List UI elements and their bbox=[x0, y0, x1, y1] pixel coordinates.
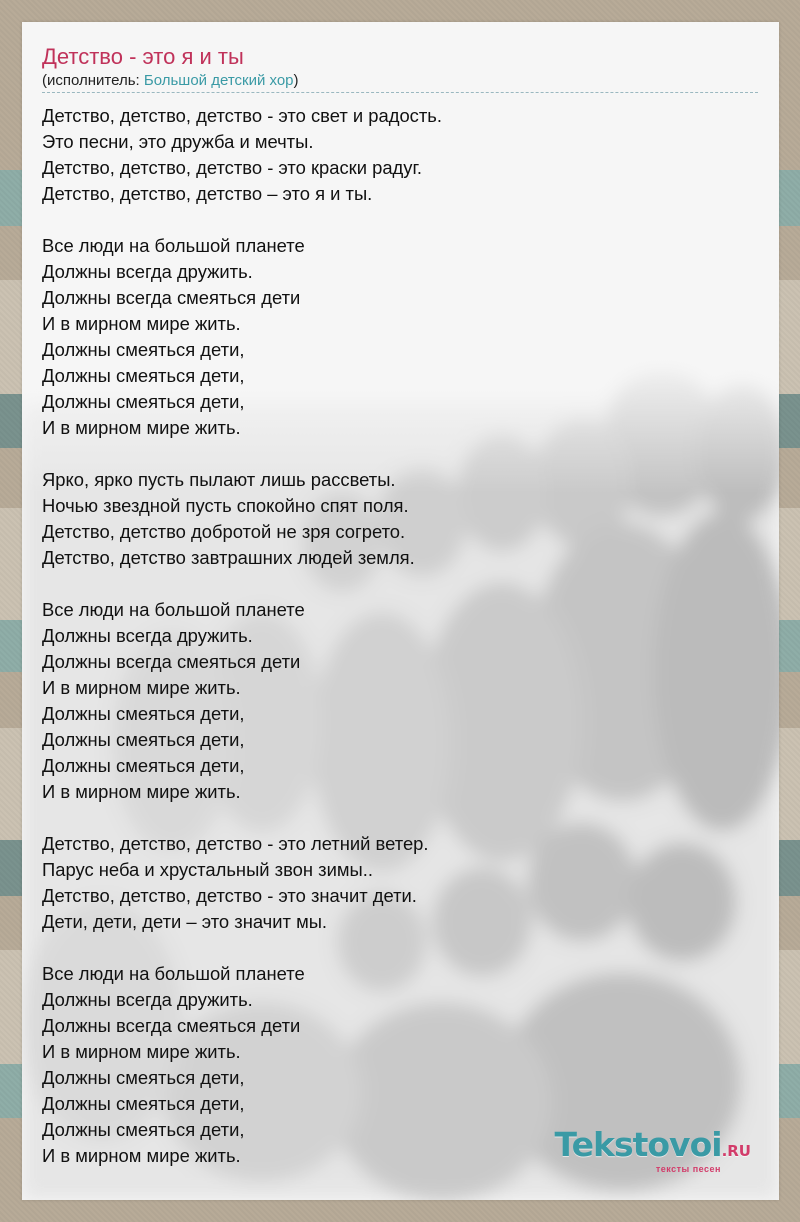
lyrics-line: Должны всегда смеяться дети bbox=[42, 651, 301, 672]
lyrics-stanza bbox=[42, 103, 759, 207]
lyrics-line: И в мирном мире жить. bbox=[42, 417, 241, 438]
lyrics-stanza bbox=[42, 467, 759, 571]
logo-tagline: тексты песен bbox=[655, 1164, 721, 1174]
lyrics-line: Это песни, это дружба и мечты. bbox=[42, 131, 314, 152]
lyrics-line: Все люди на большой планете bbox=[42, 963, 305, 984]
lyrics-line: Должны всегда смеяться дети bbox=[42, 287, 301, 308]
artist-link[interactable]: Большой детский хор bbox=[143, 72, 294, 89]
lyrics-line: Должны смеяться дети, bbox=[42, 391, 245, 412]
lyrics-text bbox=[42, 103, 759, 1169]
lyrics-card bbox=[22, 22, 779, 1200]
lyrics-line: Должны смеяться дети, bbox=[42, 339, 245, 360]
lyrics-line: Должны смеяться дети, bbox=[42, 755, 245, 776]
lyrics-line: Детство, детство завтрашних людей земля. bbox=[42, 547, 415, 568]
lyrics-line: Детство, детство, детство - это краски радуг. bbox=[42, 157, 423, 178]
artist-line bbox=[42, 71, 759, 91]
lyrics-line: Должны всегда смеяться дети bbox=[42, 1015, 301, 1036]
lyrics-line: Должны всегда дружить. bbox=[42, 989, 253, 1010]
lyrics-line: Дети, дети, дети – это значит мы. bbox=[42, 911, 328, 932]
song-content bbox=[42, 44, 759, 1195]
logo-name: Tekstovoi bbox=[554, 1125, 722, 1164]
lyrics-line: Должны смеяться дети, bbox=[42, 1067, 245, 1088]
lyrics-line: Детство, детство добротой не зря согрето. bbox=[42, 521, 406, 542]
lyrics-line: Все люди на большой планете bbox=[42, 235, 305, 256]
lyrics-stanza bbox=[42, 831, 759, 935]
lyrics-stanza bbox=[42, 233, 759, 441]
lyrics-line: Все люди на большой планете bbox=[42, 599, 305, 620]
title-divider bbox=[42, 92, 758, 93]
lyrics-line: И в мирном мире жить. bbox=[42, 677, 241, 698]
lyrics-stanza bbox=[42, 597, 759, 805]
lyrics-line: Должны всегда дружить. bbox=[42, 625, 253, 646]
artist-prefix: (исполнитель: bbox=[42, 72, 144, 89]
lyrics-line: И в мирном мире жить. bbox=[42, 313, 241, 334]
lyrics-line: Должны смеяться дети, bbox=[42, 1093, 245, 1114]
lyrics-line: Детство, детство, детство - это значит дети. bbox=[42, 885, 417, 906]
lyrics-line: Ночью звездной пусть спокойно спят поля. bbox=[42, 495, 409, 516]
lyrics-line: Должны смеяться дети, bbox=[42, 729, 245, 750]
lyrics-line: Ярко, ярко пусть пылают лишь рассветы. bbox=[42, 469, 396, 490]
lyrics-line: Должны всегда дружить. bbox=[42, 261, 253, 282]
logo-wordmark bbox=[554, 1125, 751, 1168]
song-title: Детство - это я и ты bbox=[42, 44, 244, 69]
lyrics-line: Должны смеяться дети, bbox=[42, 1119, 245, 1140]
lyrics-line: И в мирном мире жить. bbox=[42, 1041, 241, 1062]
site-logo[interactable] bbox=[554, 1125, 751, 1174]
lyrics-line: Детство, детство, детство - это летний ветер. bbox=[42, 833, 429, 854]
lyrics-line: И в мирном мире жить. bbox=[42, 1145, 241, 1166]
logo-tld: .RU bbox=[721, 1142, 751, 1160]
lyrics-line: Детство, детство, детство - это свет и радость. bbox=[42, 105, 442, 126]
lyrics-line: И в мирном мире жить. bbox=[42, 781, 241, 802]
lyrics-line: Парус неба и хрустальный звон зимы.. bbox=[42, 859, 373, 880]
artist-suffix: ) bbox=[293, 72, 299, 89]
lyrics-line: Детство, детство, детство – это я и ты. bbox=[42, 183, 373, 204]
lyrics-line: Должны смеяться дети, bbox=[42, 703, 245, 724]
lyrics-line: Должны смеяться дети, bbox=[42, 365, 245, 386]
